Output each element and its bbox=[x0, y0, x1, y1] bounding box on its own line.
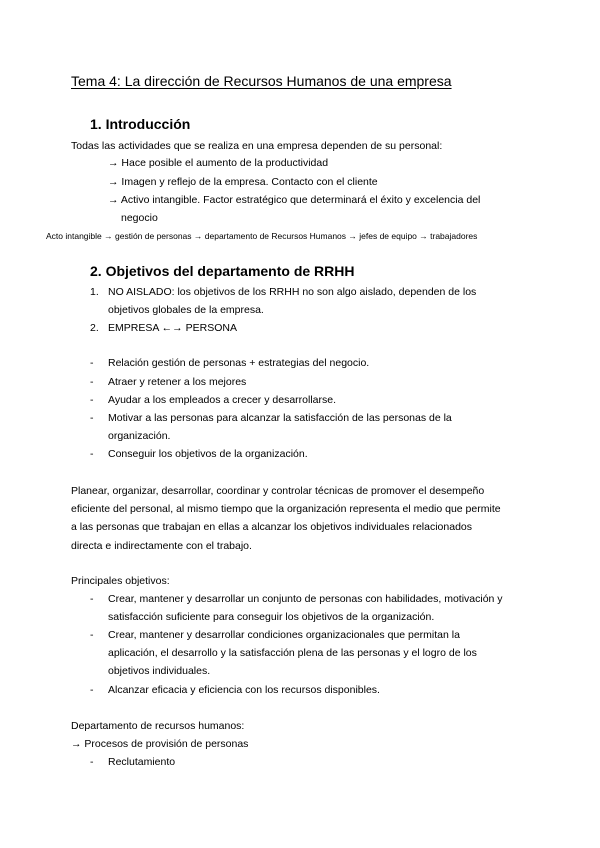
bullet-dash: - bbox=[90, 756, 94, 768]
process-chain: Acto intangible → gestión de personas → departamento de Recursos Humanos → jefes de equipo → trabajadores bbox=[46, 231, 478, 241]
objective-item: Crear, mantener y desarrollar un conjunto de personas con habilidades, motivación y bbox=[108, 593, 503, 605]
bullet-item-continuation: organización. bbox=[108, 430, 171, 442]
intro-text: Todas las actividades que se realiza en una empresa dependen de su personal: bbox=[71, 140, 443, 152]
paragraph-line: directa e indirectamente con el trabajo. bbox=[71, 540, 252, 552]
objective-item-continuation: objetivos individuales. bbox=[108, 665, 211, 677]
bullet-dash: - bbox=[90, 629, 94, 641]
list-number: 2. bbox=[90, 322, 99, 334]
list-number: 1. bbox=[90, 286, 99, 298]
arrow-line: → Activo intangible. Factor estratégico que determinará el éxito y excelencia del bbox=[108, 194, 481, 206]
bullet-item: Conseguir los objetivos de la organización. bbox=[108, 448, 308, 460]
principales-label: Principales objetivos: bbox=[71, 575, 170, 587]
bullet-item: Motivar a las personas para alcanzar la satisfacción de las personas de la bbox=[108, 412, 452, 424]
bullet-item: Atraer y retener a los mejores bbox=[108, 376, 247, 388]
bullet-dash: - bbox=[90, 593, 94, 605]
dept-item: Reclutamiento bbox=[108, 756, 176, 768]
objective-item: Crear, mantener y desarrollar condiciones organizacionales que permitan la bbox=[108, 629, 460, 641]
dept-label: Departamento de recursos humanos: bbox=[71, 720, 245, 732]
numbered-item-line: NO AISLADO: los objetivos de los RRHH no son algo aislado, dependen de los bbox=[108, 286, 477, 298]
numbered-item-line: objetivos globales de la empresa. bbox=[108, 304, 264, 316]
paragraph-line: Planear, organizar, desarrollar, coordinar y controlar técnicas de promover el desempeño bbox=[71, 485, 485, 497]
bullet-dash: - bbox=[90, 357, 94, 369]
bullet-dash: - bbox=[90, 394, 94, 406]
bullet-dash: - bbox=[90, 448, 94, 460]
objective-item-continuation: satisfacción suficiente para conseguir los objetivos de la organización. bbox=[108, 611, 435, 623]
paragraph-line: eficiente del personal, al mismo tiempo que la organización representa el medio que permite bbox=[71, 503, 501, 515]
numbered-item-line: EMPRESA ←→ PERSONA bbox=[108, 322, 237, 334]
page-title: Tema 4: La dirección de Recursos Humanos de una empresa bbox=[71, 73, 452, 89]
bullet-item: Ayudar a los empleados a crecer y desarrollarse. bbox=[108, 394, 337, 406]
arrow-line-continuation: negocio bbox=[121, 212, 158, 224]
objective-item-continuation: aplicación, el desarrollo y la satisfacción plena de las personas y el logro de los bbox=[108, 647, 477, 659]
objective-item: Alcanzar eficacia y eficiencia con los recursos disponibles. bbox=[108, 684, 380, 696]
paragraph-line: a las personas que trabajan en ellas a alcanzar los objetivos individuales relacionados bbox=[71, 521, 472, 533]
bullet-item: Relación gestión de personas + estrategias del negocio. bbox=[108, 357, 370, 369]
dept-arrow-line: → Procesos de provisión de personas bbox=[71, 738, 249, 750]
bullet-dash: - bbox=[90, 412, 94, 424]
bullet-dash: - bbox=[90, 376, 94, 388]
arrow-line: → Imagen y reflejo de la empresa. Contacto con el cliente bbox=[108, 176, 378, 188]
section-1-heading: 1. Introducción bbox=[90, 116, 191, 132]
section-2-heading: 2. Objetivos del departamento de RRHH bbox=[90, 263, 355, 279]
bullet-dash: - bbox=[90, 684, 94, 696]
arrow-line: → Hace posible el aumento de la productividad bbox=[108, 157, 329, 169]
